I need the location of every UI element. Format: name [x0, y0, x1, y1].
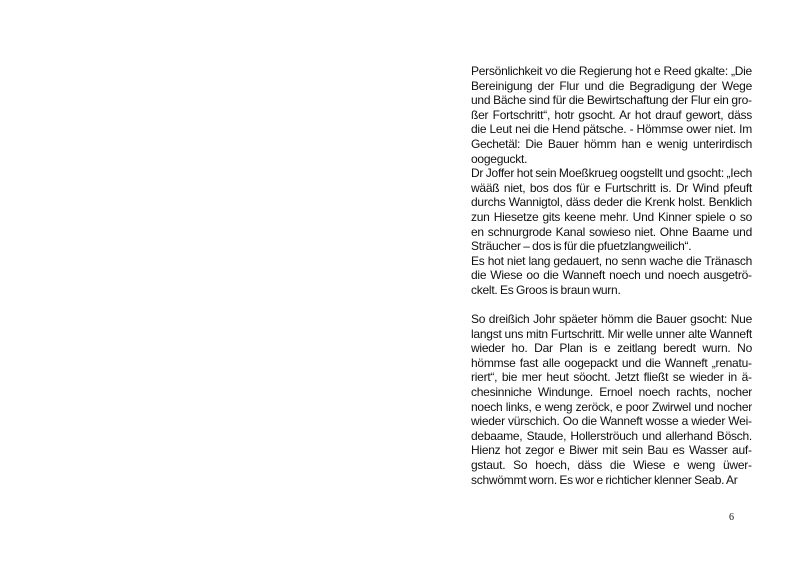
text-column	[471, 64, 752, 487]
paragraph-wiese-ausgetrocknet: Es hot niet lang gedauert, no senn wache die Tränasch die Wiese oo die Wanneft noech und noech ausgetröckelt. Es Groos is braun wurn.	[471, 253, 752, 297]
page-number: 6	[729, 512, 734, 523]
paragraph-spacer	[471, 298, 752, 313]
paragraph-renaturierung: So dreißich Johr späeter hömm die Bauer gsocht: Nue langst uns mitn Furtschritt. Mir welle unner alte Wanneft wieder ho. Dar Plan is e zeitlang beredt wurn. No hömmse fast alle oogepackt und die Wanneft „renaturiert“, bie mer heut söocht. Jetzt fließt se wieder in ächesinniche Windunge. Ernoel noech rachts, nocher noech links, e weng zeröck, e poor Zwirwel und nocher wieder vürschich. Oo die Wanneft wosse a wieder Weidebaame, Staude, Hollerströuch und allerhand Bösch. Hienz hot zegor e Biwer mit sein Bau es Wasser aufgstaut. So hoech, däss die Wiese e weng üwerschwömmt worn. Es wor e richticher klenner Seab. Ar	[471, 312, 752, 487]
paragraph-joffer-quote: Dr Joffer hot sein Moeßkrueg oogstellt und gsocht: „Iech wääß niet, bos dos für e Furtschritt is. Dr Wind pfeuft durchs Wannigtol, däss deder die Krenk holst. Benklich zun Hiesetze gits keene mehr. Und Kinner spiele o so en schnurgrode Kanal sowieso niet. Ohne Baame und Sträucher – dos is für die pfuetzlangweilich“.	[471, 166, 752, 254]
paragraph-regierung-rede: Persönlichkeit vo die Regierung hot e Reed gkalte: „Die Bereinigung der Flur und die Begradigung der Wege und Bäche sind für die Bewirtschaftung der Flur ein großer Fortschritt“, hotr gsocht. Ar hot drauf gewort, däss die Leut nei die Hend pätsche. - Hömmse ower niet. Im Gechetäl: Die Bauer hömm han e wenig unterirdisch oogeguckt.	[471, 64, 752, 166]
